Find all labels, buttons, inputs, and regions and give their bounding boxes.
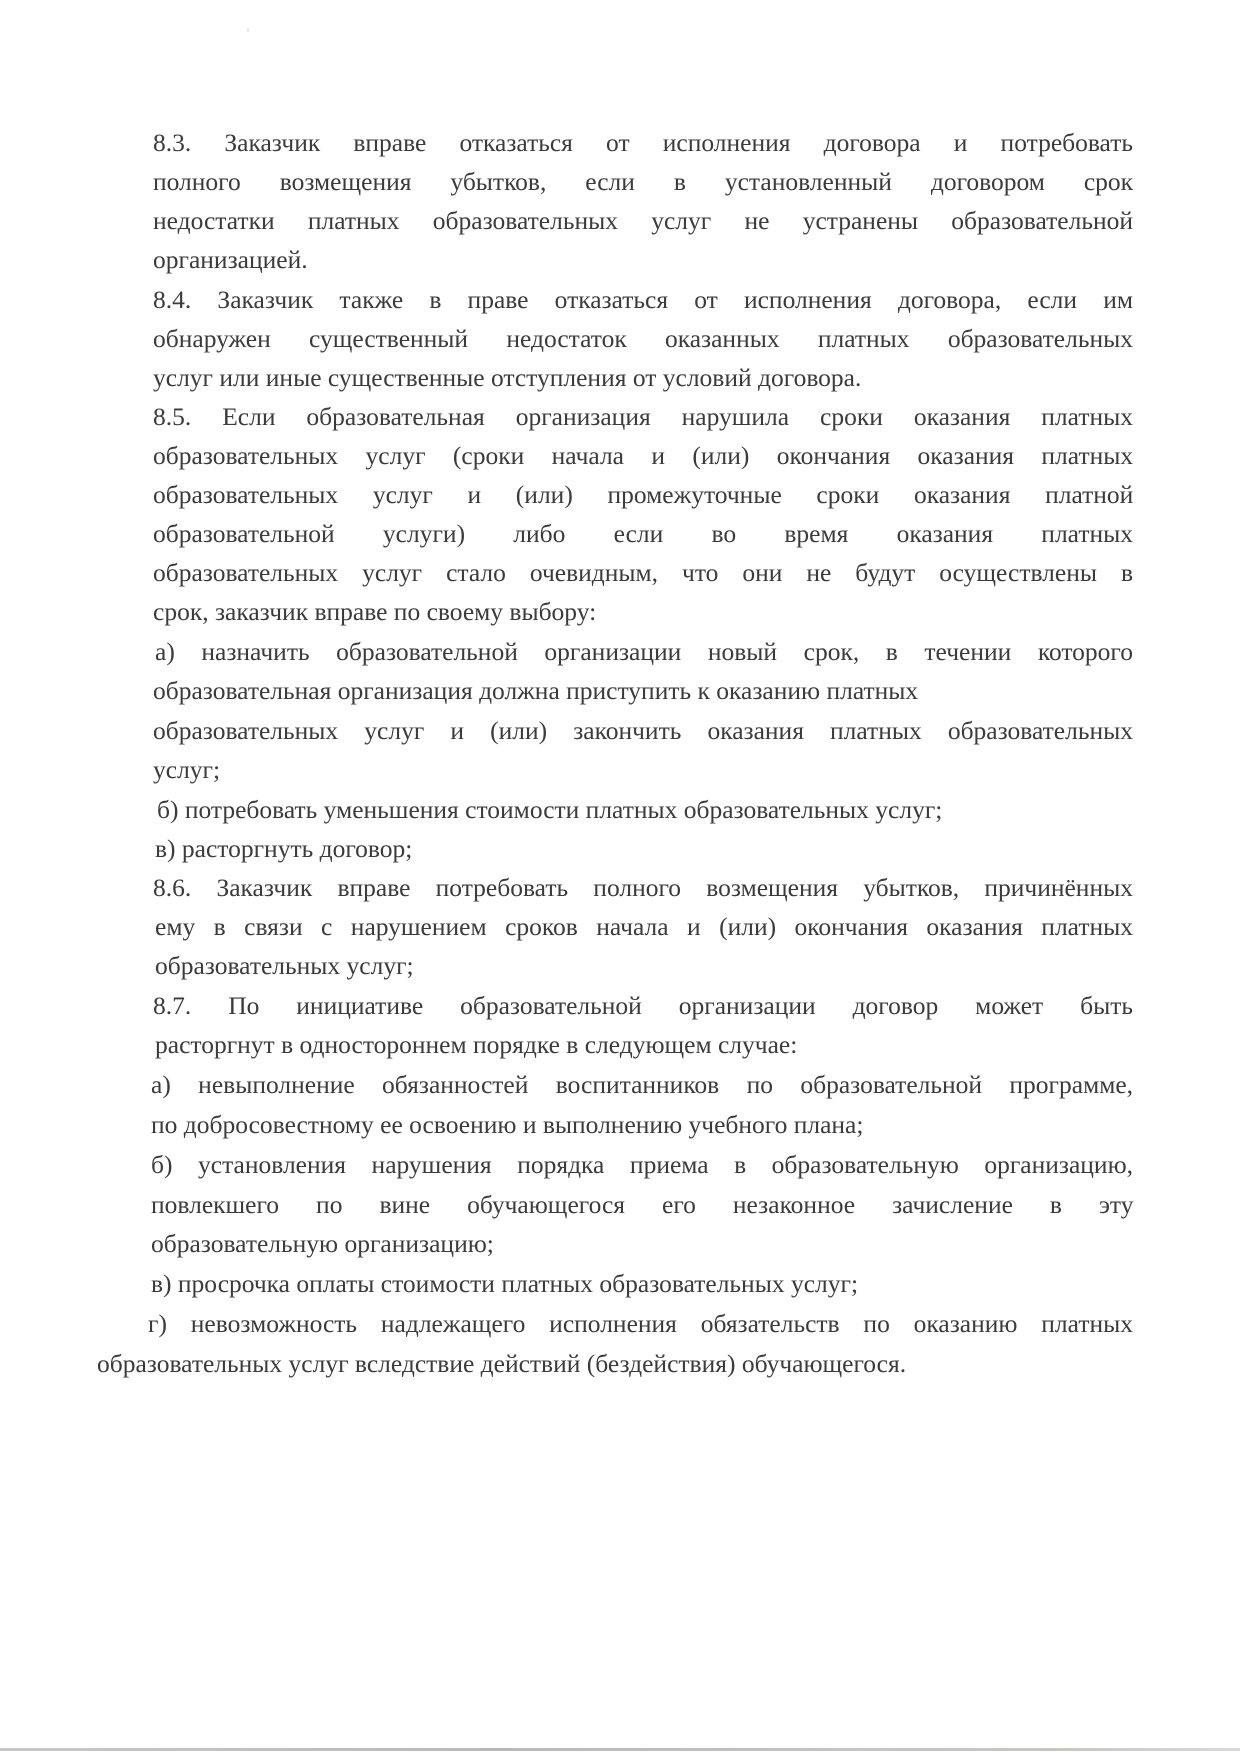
clause-line: услуг или иные существенные отступления от условий договора. xyxy=(153,363,862,392)
clause-line: ему в связи с нарушением сроков начала и (или) окончания оказания платных xyxy=(155,912,1133,941)
subclause-line: б) потребовать уменьшения стоимости платных образовательных услуг; xyxy=(157,795,943,824)
clause-line: организацией. xyxy=(153,245,308,274)
subclause-line: образовательная организация должна приступить к оказанию платных xyxy=(153,676,919,705)
clause-line: образовательных услуг; xyxy=(155,951,414,980)
subclause-line: в) расторгнуть договор; xyxy=(155,834,413,863)
subclause-line: г) невозможность надлежащего исполнения обязательств по оказанию платных xyxy=(148,1309,1133,1338)
scan-speck xyxy=(247,28,249,32)
subclause-line: образовательных услуг вследствие действий (бездействия) обучающегося. xyxy=(97,1349,907,1378)
clause-line: 8.5. Если образовательная организация нарушила сроки оказания платных xyxy=(153,402,1133,431)
clause-line: обнаружен существенный недостаток оказанных платных образовательных xyxy=(153,324,1133,353)
subclause-line: по добросовестному ее освоению и выполнению учебного плана; xyxy=(151,1110,864,1139)
subclause-line: повлекшего по вине обучающегося его незаконное зачисление в эту xyxy=(151,1190,1134,1219)
clause-line: недостатки платных образовательных услуг не устранены образовательной xyxy=(153,206,1133,235)
clause-line: образовательной услуги) либо если во время оказания платных xyxy=(153,519,1133,548)
subclause-line: услуг; xyxy=(153,755,221,784)
subclause-line: а) невыполнение обязанностей воспитанников по образовательной программе, xyxy=(151,1070,1134,1099)
clause-line: срок, заказчик вправе по своему выбору: xyxy=(153,597,597,626)
scan-edge-line xyxy=(0,1748,1240,1751)
clause-line: 8.7. По инициативе образовательной организации договор может быть xyxy=(153,991,1133,1020)
subclause-line: образовательных услуг и (или) закончить оказания платных образовательных xyxy=(153,716,1133,745)
clause-line: 8.4. Заказчик также в праве отказаться от исполнения договора, если им xyxy=(153,285,1133,314)
subclause-line: а) назначить образовательной организации новый срок, в течении которого xyxy=(155,637,1133,666)
clause-line: 8.3. Заказчик вправе отказаться от исполнения договора и потребовать xyxy=(153,128,1133,157)
clause-line: образовательных услуг (сроки начала и (или) окончания оказания платных xyxy=(153,441,1134,470)
clause-line: образовательных услуг и (или) промежуточные сроки оказания платной xyxy=(153,480,1134,509)
clause-line: расторгнут в одностороннем порядке в следующем случае: xyxy=(155,1030,798,1059)
subclause-line: б) установления нарушения порядка приема в образовательную организацию, xyxy=(151,1150,1133,1179)
clause-line: полного возмещения убытков, если в установленный договором срок xyxy=(153,167,1134,196)
subclause-line: в) просрочка оплаты стоимости платных образовательных услуг; xyxy=(151,1269,859,1298)
clause-line: 8.6. Заказчик вправе потребовать полного возмещения убытков, причинённых xyxy=(153,873,1133,902)
clause-line: образовательных услуг стало очевидным, что они не будут осуществлены в xyxy=(153,558,1133,587)
subclause-line: образовательную организацию; xyxy=(151,1229,494,1258)
